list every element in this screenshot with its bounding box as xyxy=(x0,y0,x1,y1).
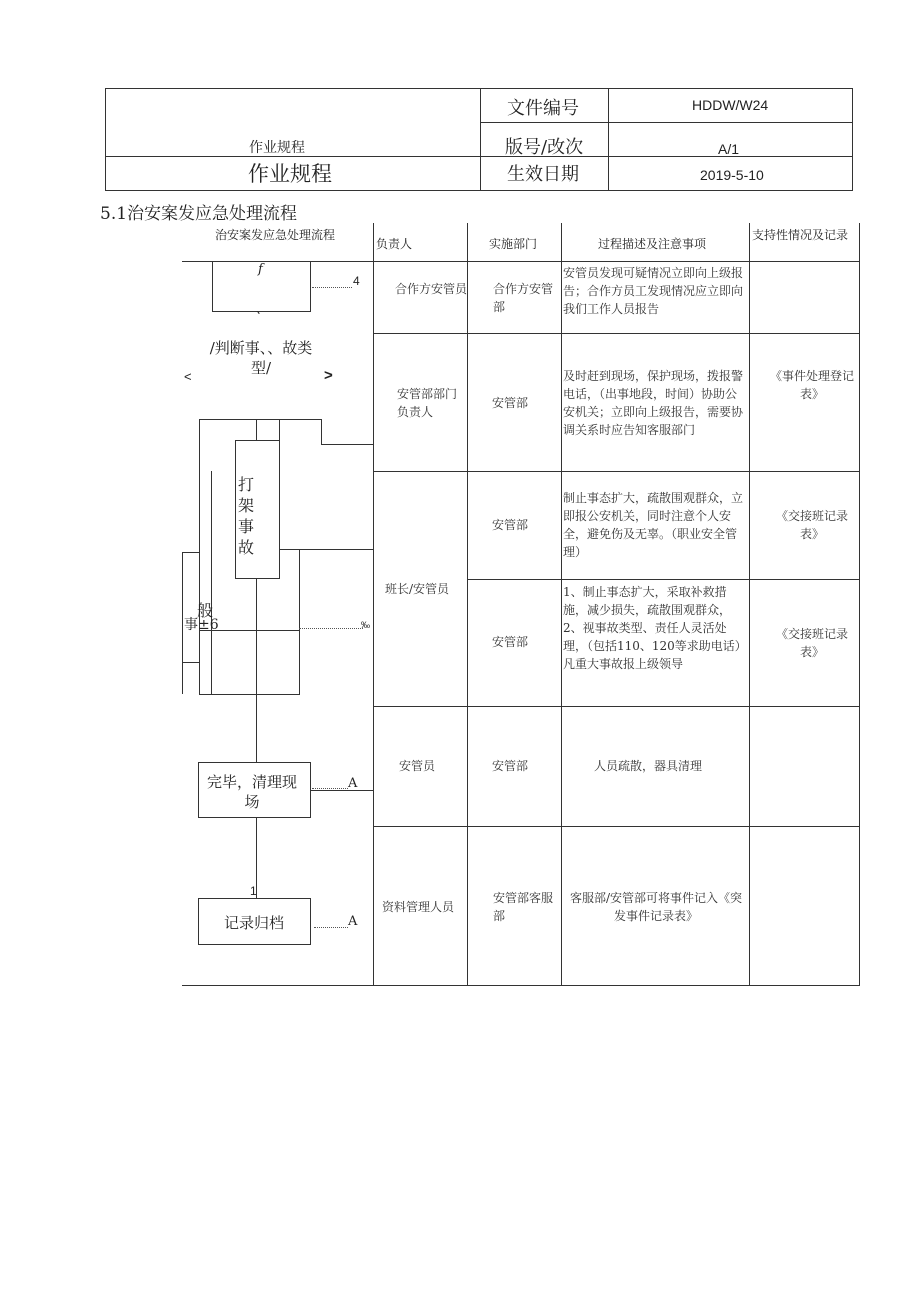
row1-dept: 合作方安管部 xyxy=(493,282,554,314)
flow-general-b: 事±6 xyxy=(184,617,219,633)
row1-person: 合作方安管员 xyxy=(395,282,468,296)
col-header-desc: 过程描述及注意事项 xyxy=(598,237,707,251)
label-effective-date: 生效日期 xyxy=(507,164,579,185)
row2-desc: 及时赶到现场，保护现场，拨报警电话，（出事地段，时间）协助公安机关；立即向上级报告，需要协调关系时应告知客服部门 xyxy=(563,369,744,437)
label-doc-number: 文件编号 xyxy=(507,98,579,119)
row3-record: 《交接班记录表》 xyxy=(775,509,848,541)
flow-archive-ref: A xyxy=(348,914,358,929)
col-header-record: 支持性情况及记录 xyxy=(752,228,849,242)
row5-person: 安管员 xyxy=(399,759,436,773)
row6-person: 资料管理人员 xyxy=(382,900,455,914)
flow-top-glyph: f xyxy=(258,262,263,277)
flow-archive-num: 1 xyxy=(250,884,257,898)
row4-dept: 安管部 xyxy=(492,635,529,649)
flow-top-ref: 4 xyxy=(353,274,360,288)
row4-record: 《交接班记录表》 xyxy=(775,627,848,659)
row6-desc: 客服部/安管部可将事件记入《突发事件记录表》 xyxy=(569,891,743,923)
flow-top-small: 、 xyxy=(256,302,269,316)
row1-desc: 安管员发现可疑情况立即向上级报告；合作方员工发现情况应立即向我们工作人员报告 xyxy=(563,266,744,316)
flow-decision-right: > xyxy=(324,367,333,384)
flow-percent: ‰ xyxy=(361,620,370,630)
row5-dept: 安管部 xyxy=(492,759,529,773)
row6-dept: 安管部客服部 xyxy=(493,891,554,923)
flow-decision-text: /判断事、、故类型/ xyxy=(209,339,313,377)
row5-desc: 人员疏散，器具清理 xyxy=(594,759,703,773)
flow-archive-text: 记录归档 xyxy=(224,914,285,932)
flow-finish-text: 完毕，清理现场 xyxy=(206,773,297,811)
value-effective-date: 2019-5-10 xyxy=(700,167,764,183)
flow-fight-text: 打架事故 xyxy=(238,475,255,557)
row2-record: 《事件处理登记表》 xyxy=(770,369,855,401)
header-doc-type-large: 作业规程 xyxy=(248,162,332,186)
row4-desc: 1、制止事态扩大，采取补救措施，减少损失，疏散围观群众，2、视事故类型、责任人灵活处理，（包括110、120等求助电话）凡重大事故报上级领导 xyxy=(563,585,747,671)
value-version: A/1 xyxy=(718,141,740,157)
row2-dept: 安管部 xyxy=(492,396,529,410)
flow-general-a: 般 xyxy=(197,601,214,620)
row2-person: 安管部部门负责人 xyxy=(397,387,458,419)
flow-finish-ref: A xyxy=(348,776,358,791)
value-doc-number: HDDW/W24 xyxy=(692,97,769,113)
label-version: 版号/改次 xyxy=(505,137,584,158)
col-header-flow: 治安案发应急处理流程 xyxy=(215,228,336,242)
flow-decision-left: < xyxy=(184,369,192,384)
section-title: 5.1治安案发应急处理流程 xyxy=(100,204,298,224)
col-header-person: 负责人 xyxy=(376,237,413,251)
row3-desc: 制止事态扩大，疏散围观群众，立即报公安机关，同时注意个人安全，避免伤及无辜。（职业安全管理） xyxy=(563,491,744,559)
col-header-dept: 实施部门 xyxy=(489,237,538,251)
row3-person: 班长/安管员 xyxy=(385,582,450,596)
header-doc-type-small: 作业规程 xyxy=(249,140,305,156)
row3-dept: 安管部 xyxy=(492,518,529,532)
